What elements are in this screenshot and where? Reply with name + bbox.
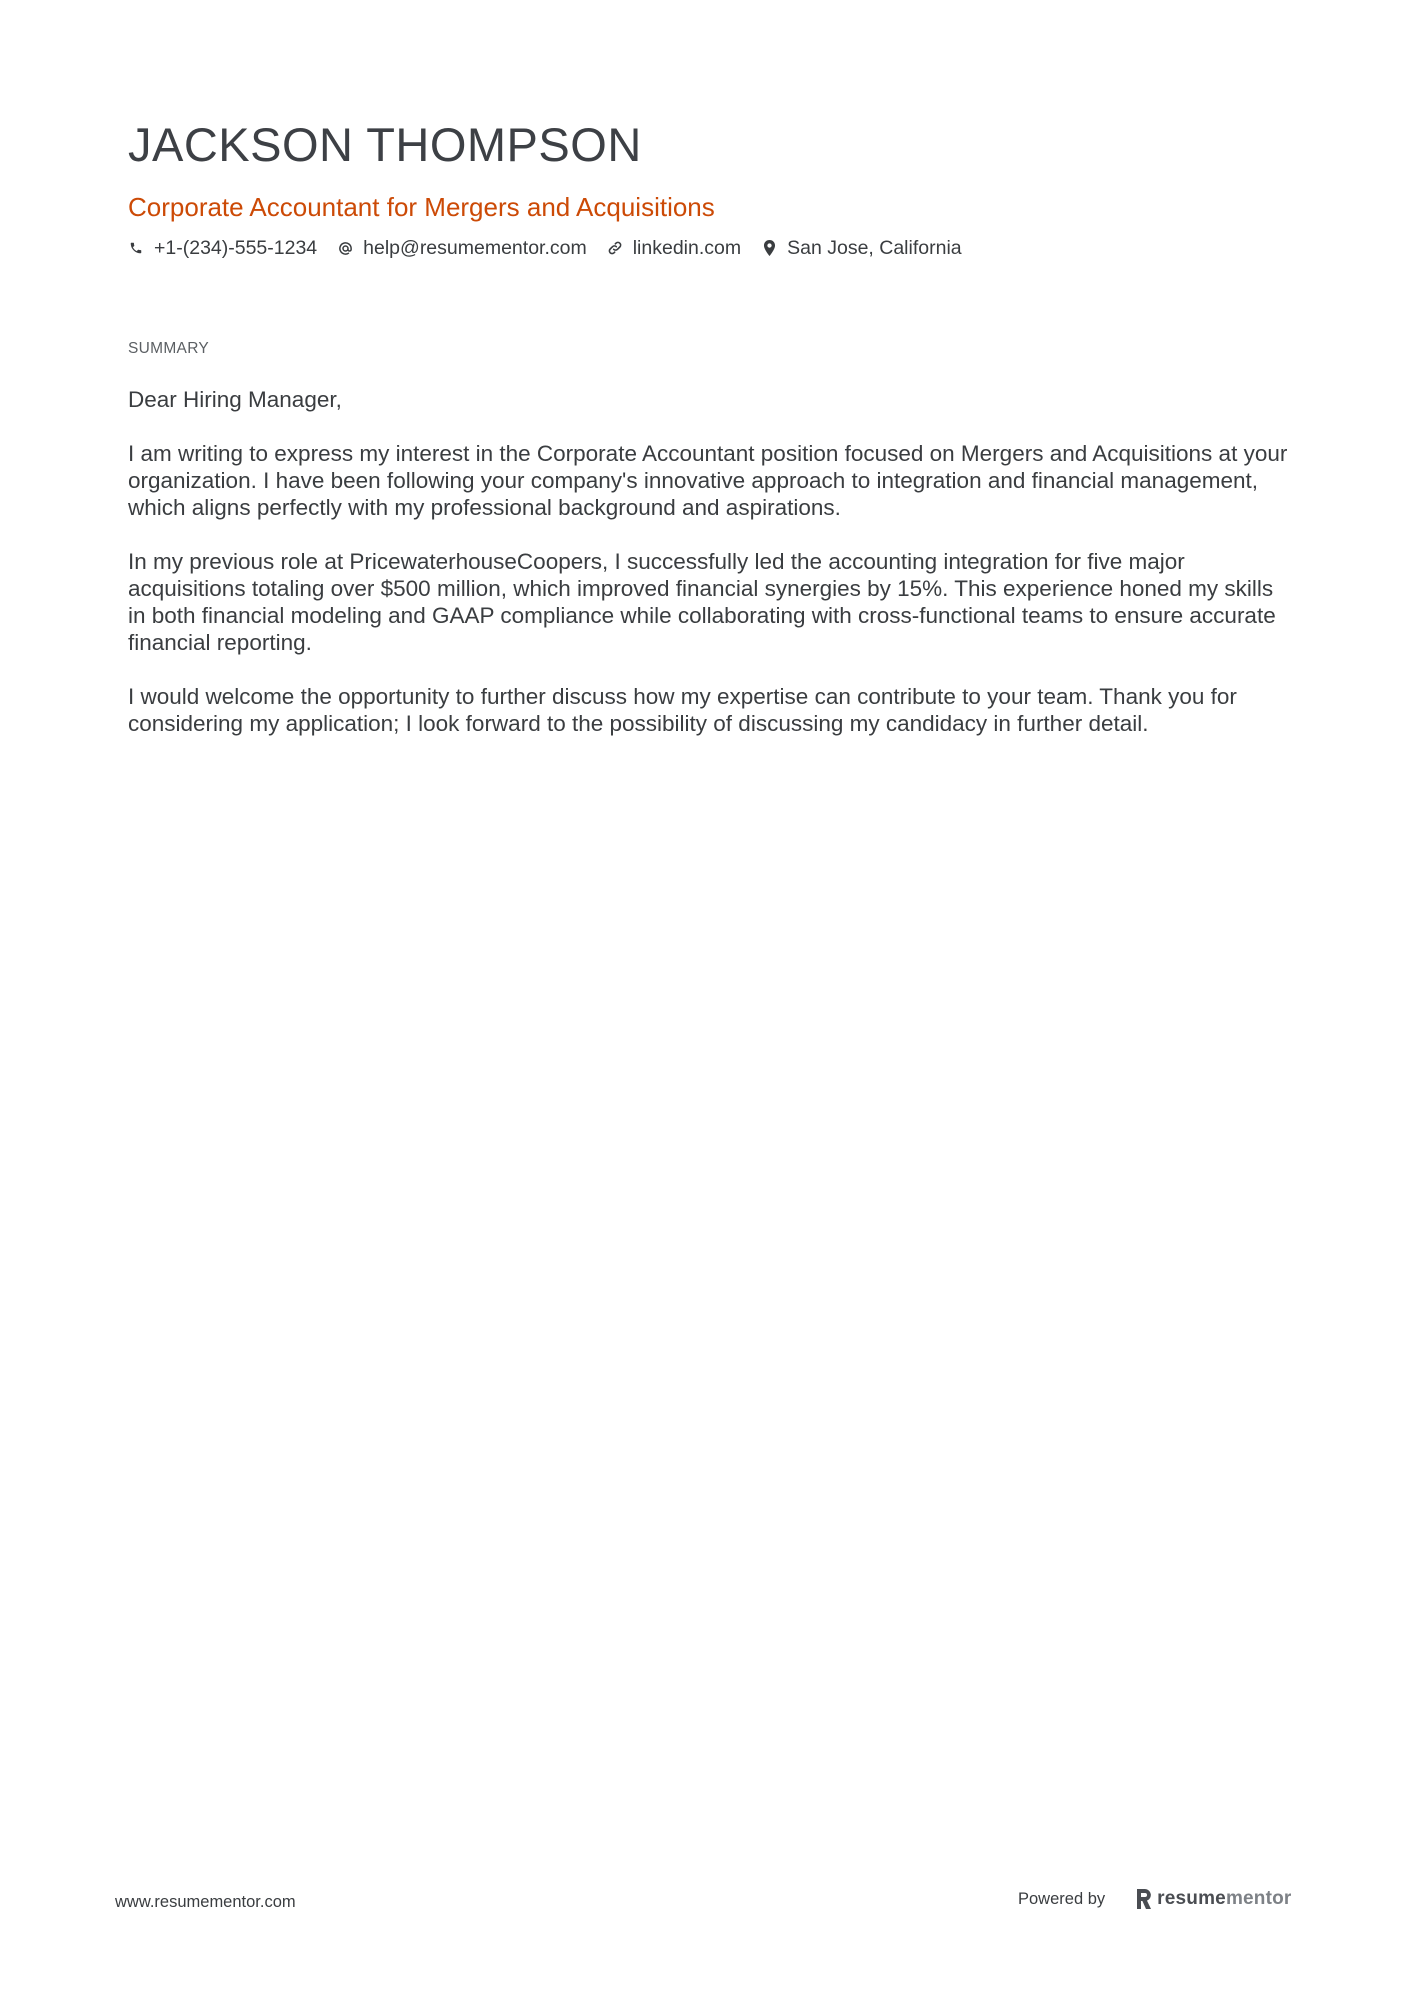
- location-pin-icon: [761, 240, 777, 256]
- brand-name-part1: resume: [1157, 1888, 1226, 1909]
- letter-paragraph: In my previous role at PricewaterhouseCoopers, I successfully led the accounting integration for five major acquisitions totaling over $500 million, which improved financial synergies by 15%. This experience honed my skills in both financial modeling and GAAP compliance while collaborating with cross-functional teams to ensure accurate financial reporting.: [128, 549, 1276, 655]
- linkedin-url: linkedin.com: [632, 237, 742, 259]
- job-title: Corporate Accountant for Mergers and Acquisitions: [128, 192, 715, 222]
- salutation: Dear Hiring Manager,: [128, 387, 342, 412]
- letter-paragraph: I would welcome the opportunity to further discuss how my expertise can contribute to your team. Thank you for considering my application; I look forward to the possibility of discussing my candidacy in further detail.: [128, 684, 1237, 736]
- brand-logo[interactable]: [1135, 1888, 1291, 1910]
- section-heading: SUMMARY: [128, 340, 210, 357]
- brand-mark-icon: [1135, 1889, 1153, 1909]
- powered-by-label: Powered by: [1018, 1889, 1106, 1908]
- contact-location: [761, 234, 962, 262]
- contact-email: [337, 234, 587, 262]
- summary-section: [128, 338, 1288, 764]
- phone-number: +1-(234)-555-1234: [154, 237, 318, 259]
- letter-body: [128, 386, 1288, 737]
- contact-phone: [128, 234, 317, 262]
- footer-branding: [1018, 1888, 1292, 1910]
- candidate-name: JACKSON THOMPSON: [128, 118, 642, 171]
- location-text: San Jose, California: [787, 237, 962, 259]
- letter-paragraph: I am writing to express my interest in the Corporate Accountant position focused on Mergers and Acquisitions at your organization. I have been following your company's innovative approach to integration and financial management, which aligns perfectly with my professional background and aspirations.: [128, 441, 1288, 520]
- brand-name-part2: mentor: [1225, 1888, 1292, 1909]
- at-icon: [337, 240, 353, 256]
- contact-bar: [128, 234, 1288, 262]
- contact-linkedin: [607, 234, 741, 262]
- link-icon: [607, 240, 623, 256]
- header: [128, 112, 1288, 262]
- footer-website[interactable]: www.resumementor.com: [115, 1893, 296, 1911]
- email-address: help@resumementor.com: [363, 237, 587, 259]
- phone-icon: [128, 240, 144, 256]
